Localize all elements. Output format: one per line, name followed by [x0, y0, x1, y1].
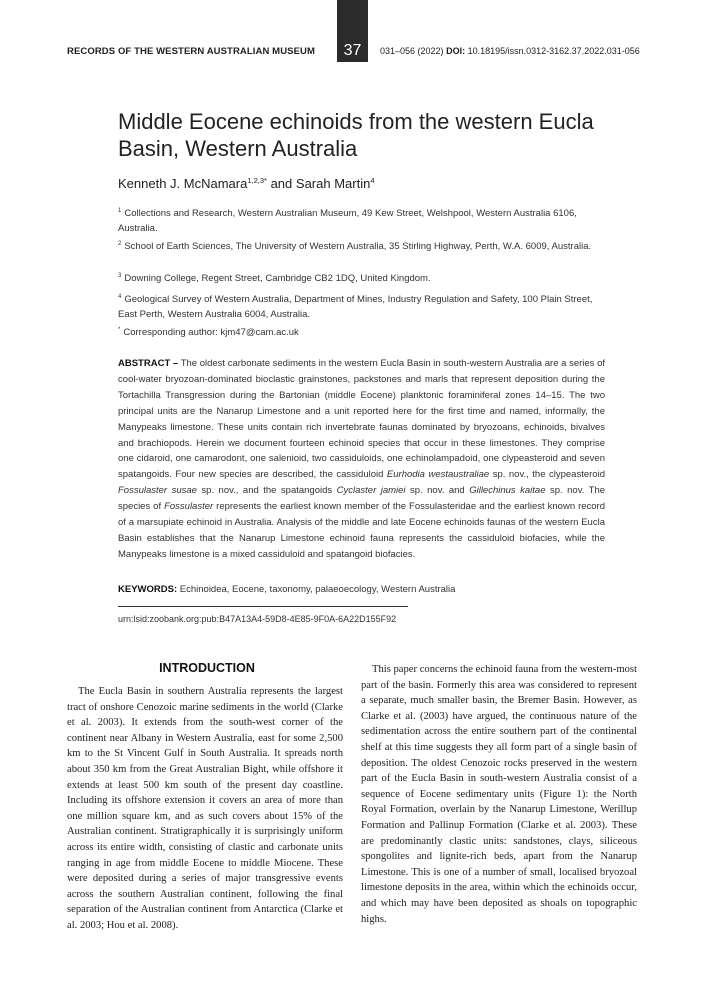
affiliation-text[interactable]: Corresponding author: kjm47@cam.ac.uk: [123, 327, 299, 338]
affiliation-number: 2: [118, 241, 122, 247]
abstract-text: sp. nov., the clypeasteroid: [492, 469, 605, 481]
author-affiliation-marker: 1,2,3*: [247, 176, 267, 185]
zoobank-lsid[interactable]: urn:lsid:zoobank.org:pub:B47A13A4-59D8-4E85-9F0A-6A22D155F92: [118, 614, 397, 624]
affiliation-text: Collections and Research, Western Australian Museum, 49 Kew Street, Welshpool, Western Australia 6106, Australia.: [118, 208, 577, 234]
abstract-label: ABSTRACT –: [118, 358, 179, 369]
doi-label: DOI:: [446, 46, 466, 56]
divider: [118, 606, 408, 607]
page-number-box: [337, 0, 368, 62]
affiliation-text: Geological Survey of Western Australia, Department of Mines, Industry Regulation and Safety, 100 Plain Street, East Perth, Western Australia 6004, Australia.: [118, 294, 593, 320]
affiliation: [118, 237, 608, 255]
affiliation-number: 3: [118, 273, 122, 279]
author-conjunction: and: [270, 176, 293, 191]
affiliation-text: Downing College, Regent Street, Cambridge CB2 1DQ, United Kingdom.: [124, 273, 431, 284]
species-name: Eurhodia westaustraliae: [386, 469, 490, 481]
affiliation: [118, 269, 608, 287]
abstract-text: represents the earliest known member of the Fossulasteridae and the earliest known record of a marsupiate echinoid in Australia. Analysis of the middle and late Eocene echinoids faunas of the western Eucla Basin establishes that the Nanarup Limestone echinoid fauna represents the cassiduloid biofacies, while the Manypeaks limestone is a mixed cassiduloid and spatangoid biofacies.: [118, 501, 606, 560]
affiliation-number: 4: [118, 294, 122, 300]
abstract-text: sp. nov. The species of: [118, 485, 606, 513]
abstract: [118, 356, 605, 563]
author-name: Kenneth J. McNamara: [118, 176, 248, 191]
page-number: 37: [343, 42, 362, 59]
abstract-text: The oldest carbonate sediments in the western Eucla Basin in south-western Australia are a series of cool-water bryozoan-dominated bioclastic grainstones, packstones and marls that represent deposition during the Tortachilla Transgression during the Bartonian (middle Eocene) planktonic foraminiferal zones 14–15. The two principal units are the Nanarup Limestone and a unit reported here for the first time and named, informally, the Manypeaks limestone. These units contain rich invertebrate faunas dominated by bryozoans, echinoids, bivalves and brachiopods. Herein we document fourteen echinoid species that occur in these limestones. They comprise one cidaroid, one camarodont, one salenioid, two cassiduloids, one echinolampadoid, one clypeasteroid and seven spatangoids. Four new species are described, the cassiduloid: [118, 358, 606, 481]
page-range: 031–056 (2022): [380, 46, 444, 56]
author-line: [118, 176, 375, 191]
introduction-paragraph: This paper concerns the echinoid fauna from the western-most part of the basin. Formerly this area was considered to represent a separate, much smaller basin, the Bremer Basin. However, as Clarke et al. (2003) have argued, the continuous nature of the sedimentation across the entire southern part of the continental shelf at this time suggests they all form part of a single basin of deposition. The oldest Cenozoic rocks preserved in the western part of the Eucla Basin in south-western Australia consist of a sequence of Eocene sedimentary units (Figure 1): the North Royal Formation, overlain by the Nanarup Limestone, Werillup Formation and Pallinup Formation (Clarke et al. 2003). These are predominantly clastic units: sandstones, clays, siliceous spongolites and lignite-rich beds, apart from the Nanarup Limestone. This is one of a number of small, localised bryozoal limestone deposits in the area, within which the echinoids occur, and which may have been deposited as shoals on topographic highs.: [361, 664, 637, 925]
keywords-list: Echinoidea, Eocene, taxonomy, palaeoecology, Western Australia: [179, 584, 456, 595]
species-name: Cyclaster jamiei: [336, 485, 406, 497]
affiliation-number: 1: [118, 208, 122, 214]
keywords-label: KEYWORDS:: [118, 584, 178, 595]
doi-link[interactable]: 10.18195/issn.0312-3162.37.2022.031-056: [467, 46, 640, 56]
affiliation: [118, 204, 608, 236]
abstract-text: sp. nov., and the spatangoids: [201, 485, 333, 497]
header-citation: [380, 46, 640, 56]
journal-name: RECORDS OF THE WESTERN AUSTRALIAN MUSEUM: [67, 46, 316, 57]
species-name: Fossulaster susae: [118, 485, 197, 497]
article-title: Middle Eocene echinoids from the western Eucla Basin, Western Australia: [118, 109, 594, 161]
abstract-text: sp. nov. and: [410, 485, 465, 497]
keywords: [118, 584, 605, 595]
section-heading: INTRODUCTION: [159, 661, 255, 675]
introduction-paragraph: The Eucla Basin in southern Australia represents the largest tract of onshore Cenozoic marine sediments in the world (Clarke et al. 2003). It extends from the south-west corner of the continent near Albany in Western Australia, east for some 2,500 km to the St Vincent Gulf in South Australia. It spreads north about 350 km from the Great Australian Bight, while offshore it extends at least 500 km south of the present day coastline. Including its offshore extension it covers an area of more than one million square km, and as such covers about 15% of the Australian continent. Stratigraphically it is surprisingly uniform across its entire width, consisting of clastic and carbonate units ranging in age from middle Eocene to middle Miocene. These were deposited during a series of major transgressive events across the southern Australian continent, following the final separation of the Australian continent from Antarctica (Clarke et al. 2003; Hou et al. 2008).: [67, 686, 343, 931]
affiliation: [118, 323, 608, 341]
author-name: Sarah Martin: [295, 176, 371, 191]
affiliation-number: *: [118, 327, 121, 333]
affiliation: [118, 290, 608, 322]
species-name: Gillechinus kaitae: [469, 485, 546, 497]
affiliation-text: School of Earth Sciences, The University of Western Australia, 35 Stirling Highway, Perth, W.A. 6009, Australia.: [124, 241, 592, 252]
genus-name: Fossulaster: [164, 501, 214, 513]
author-affiliation-marker: 4: [370, 176, 375, 185]
